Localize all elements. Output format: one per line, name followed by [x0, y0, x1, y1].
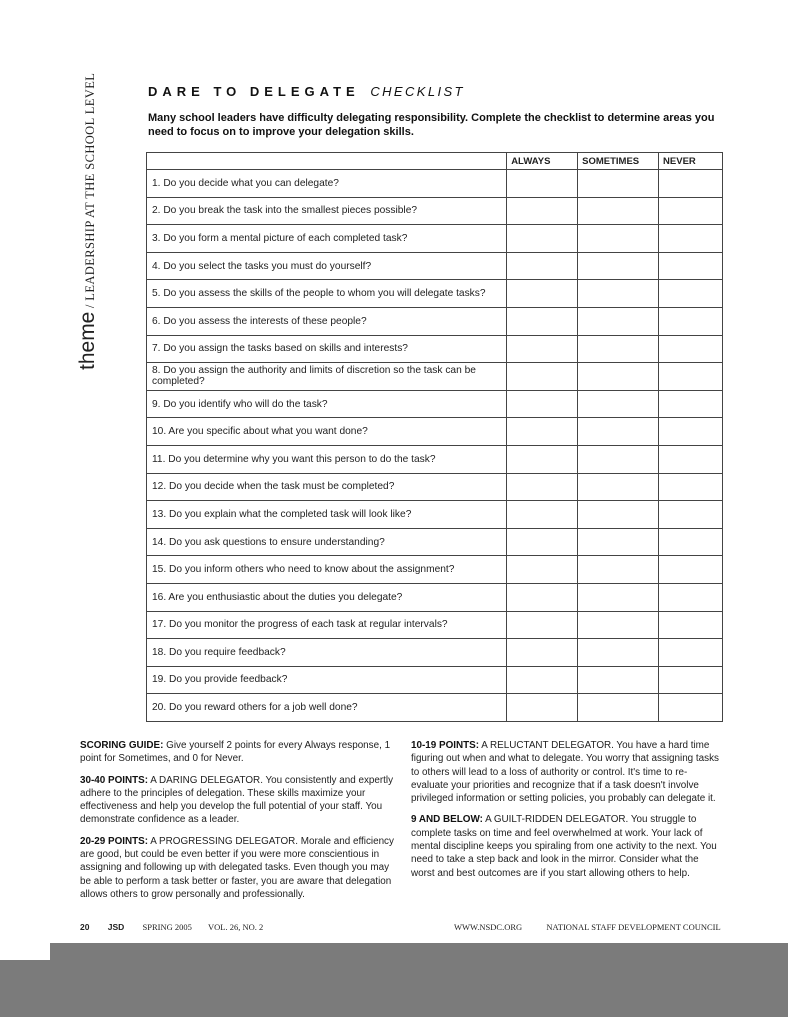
answer-cell-never[interactable] — [659, 280, 723, 308]
footer-volume: VOL. 26, NO. 2 — [207, 922, 264, 932]
answer-cell-sometimes[interactable] — [578, 583, 659, 611]
answer-cell-always[interactable] — [507, 252, 578, 280]
footer-page-number: 20 — [80, 922, 90, 932]
question-cell: 20. Do you reward others for a job well done? — [147, 694, 507, 722]
answer-cell-always[interactable] — [507, 170, 578, 198]
answer-cell-sometimes[interactable] — [578, 307, 659, 335]
answer-cell-never[interactable] — [659, 639, 723, 667]
header-always: ALWAYS — [507, 153, 578, 170]
answer-cell-sometimes[interactable] — [578, 390, 659, 418]
header-never: NEVER — [659, 153, 723, 170]
answer-cell-always[interactable] — [507, 694, 578, 722]
footer-right — [454, 922, 721, 932]
question-cell: 16. Are you enthusiastic about the duties you delegate? — [147, 583, 507, 611]
title-italic: CHECKLIST — [370, 84, 465, 99]
scoring-guide-text: Give yourself 2 points for every Always response, 1 point for Sometimes, and 0 for Never. — [80, 740, 391, 765]
answer-cell-never[interactable] — [659, 694, 723, 722]
table-row — [147, 473, 723, 501]
answer-cell-sometimes[interactable] — [578, 225, 659, 253]
footer-left — [80, 922, 263, 932]
table-row — [147, 556, 723, 584]
answer-cell-always[interactable] — [507, 528, 578, 556]
scoring-guide — [80, 739, 394, 766]
answer-cell-never[interactable] — [659, 307, 723, 335]
page-title — [148, 84, 465, 99]
question-cell: 6. Do you assess the interests of these people? — [147, 307, 507, 335]
side-theme-label: theme — [76, 311, 99, 370]
answer-cell-never[interactable] — [659, 390, 723, 418]
answer-cell-always[interactable] — [507, 556, 578, 584]
table-row — [147, 639, 723, 667]
title-bold: DARE TO DELEGATE — [148, 84, 360, 99]
intro-text: Many school leaders have difficulty delegating responsibility. Complete the checklist to determine areas you need to focus on to improve your delegation skills. — [148, 112, 715, 138]
answer-cell-never[interactable] — [659, 418, 723, 446]
answer-cell-sometimes[interactable] — [578, 501, 659, 529]
question-cell: 17. Do you monitor the progress of each task at regular intervals? — [147, 611, 507, 639]
answer-cell-sometimes[interactable] — [578, 280, 659, 308]
question-cell: 13. Do you explain what the completed task will look like? — [147, 501, 507, 529]
score-10-19 — [411, 739, 721, 805]
answer-cell-never[interactable] — [659, 611, 723, 639]
table-row — [147, 418, 723, 446]
answer-cell-always[interactable] — [507, 363, 578, 391]
question-cell: 2. Do you break the task into the smallest pieces possible? — [147, 197, 507, 225]
table-row — [147, 307, 723, 335]
score-20-29-heading: 20-29 POINTS: — [80, 835, 149, 847]
question-cell: 5. Do you assess the skills of the people to whom you will delegate tasks? — [147, 280, 507, 308]
answer-cell-always[interactable] — [507, 307, 578, 335]
answer-cell-always[interactable] — [507, 445, 578, 473]
answer-cell-sometimes[interactable] — [578, 363, 659, 391]
answer-cell-sometimes[interactable] — [578, 335, 659, 363]
side-section-label — [76, 73, 100, 370]
scoring-left-column — [80, 739, 394, 909]
answer-cell-always[interactable] — [507, 197, 578, 225]
footer-journal: JSD — [107, 922, 125, 932]
score-10-19-text: A RELUCTANT DELEGATOR. You have a hard time figuring out when and what to delegate. You worry that assigning tasks to others will lead to a loss of authority or control. It's time to re-evaluate your priorities and recognize that if a task doesn't involve privileged information or setting policies, you probably can delegate it. — [411, 740, 719, 805]
header-sometimes: SOMETIMES — [578, 153, 659, 170]
table-row — [147, 225, 723, 253]
answer-cell-never[interactable] — [659, 445, 723, 473]
answer-cell-never[interactable] — [659, 556, 723, 584]
table-row — [147, 252, 723, 280]
answer-cell-never[interactable] — [659, 528, 723, 556]
answer-cell-sometimes[interactable] — [578, 445, 659, 473]
table-row — [147, 197, 723, 225]
answer-cell-sometimes[interactable] — [578, 666, 659, 694]
answer-cell-sometimes[interactable] — [578, 170, 659, 198]
footer-issue-date: SPRING 2005 — [142, 922, 192, 932]
score-10-19-heading: 10-19 POINTS: — [411, 740, 480, 751]
answer-cell-never[interactable] — [659, 501, 723, 529]
answer-cell-sometimes[interactable] — [578, 473, 659, 501]
answer-cell-sometimes[interactable] — [578, 639, 659, 667]
answer-cell-sometimes[interactable] — [578, 252, 659, 280]
answer-cell-sometimes[interactable] — [578, 197, 659, 225]
side-subtitle: / LEADERSHIP AT THE SCHOOL LEVEL — [83, 72, 97, 312]
answer-cell-always[interactable] — [507, 335, 578, 363]
answer-cell-never[interactable] — [659, 473, 723, 501]
scan-corner — [0, 943, 50, 960]
footer-organization: NATIONAL STAFF DEVELOPMENT COUNCIL — [546, 922, 721, 932]
footer-website: WWW.NSDC.ORG — [454, 922, 523, 932]
answer-cell-never[interactable] — [659, 666, 723, 694]
answer-cell-sometimes[interactable] — [578, 556, 659, 584]
score-30-40-heading: 30-40 POINTS: — [80, 774, 149, 786]
question-cell: 18. Do you require feedback? — [147, 639, 507, 667]
table-row — [147, 390, 723, 418]
score-9-below — [411, 813, 721, 879]
answer-cell-never[interactable] — [659, 252, 723, 280]
answer-cell-always[interactable] — [507, 390, 578, 418]
score-30-40-text: A DARING DELEGATOR. You consistently and expertly adhere to the principles of delegation. These skills maximize your effectiveness and help you develop the full potential of your staff. You demonstrate confidence as a leader. — [80, 774, 394, 826]
question-cell: 12. Do you decide when the task must be completed? — [147, 473, 507, 501]
table-row — [147, 501, 723, 529]
score-30-40 — [80, 774, 394, 827]
question-cell: 8. Do you assign the authority and limits of discretion so the task can be completed? — [147, 363, 507, 391]
table-row — [147, 170, 723, 198]
table-row — [147, 335, 723, 363]
question-cell: 1. Do you decide what you can delegate? — [147, 170, 507, 198]
answer-cell-never[interactable] — [659, 170, 723, 198]
table-row — [147, 363, 723, 391]
question-cell: 15. Do you inform others who need to know about the assignment? — [147, 556, 507, 584]
answer-cell-always[interactable] — [507, 473, 578, 501]
table-row — [147, 445, 723, 473]
header-question-cell — [147, 153, 507, 170]
checklist-table — [146, 152, 723, 722]
checklist-body — [147, 170, 723, 722]
scan-margin — [0, 943, 788, 1017]
answer-cell-never[interactable] — [659, 197, 723, 225]
table-row — [147, 528, 723, 556]
score-20-29 — [80, 835, 394, 901]
answer-cell-never[interactable] — [659, 583, 723, 611]
answer-cell-always[interactable] — [507, 418, 578, 446]
answer-cell-never[interactable] — [659, 363, 723, 391]
score-9-below-text: A GUILT-RIDDEN DELEGATOR. You struggle to complete tasks on time and feel overwhelmed at work. Your lack of mental discipline keeps you spiraling from one activity to the next. You need to take a step back and look in the mirror. Consider what the worst and best outcomes are if you start allowing others to help. — [411, 814, 717, 879]
answer-cell-sometimes[interactable] — [578, 611, 659, 639]
question-cell: 10. Are you specific about what you want done? — [147, 418, 507, 446]
question-cell: 9. Do you identify who will do the task? — [147, 390, 507, 418]
answer-cell-always[interactable] — [507, 583, 578, 611]
table-row — [147, 666, 723, 694]
score-9-below-heading: 9 AND BELOW: — [411, 814, 483, 826]
answer-cell-always[interactable] — [507, 501, 578, 529]
answer-cell-sometimes[interactable] — [578, 418, 659, 446]
answer-cell-sometimes[interactable] — [578, 528, 659, 556]
table-row — [147, 280, 723, 308]
question-cell: 19. Do you provide feedback? — [147, 666, 507, 694]
question-cell: 11. Do you determine why you want this person to do the task? — [147, 445, 507, 473]
question-cell: 14. Do you ask questions to ensure understanding? — [147, 528, 507, 556]
table-row — [147, 694, 723, 722]
scoring-guide-heading: SCORING GUIDE: — [80, 740, 164, 751]
answer-cell-never[interactable] — [659, 225, 723, 253]
question-cell: 3. Do you form a mental picture of each completed task? — [147, 225, 507, 253]
table-row — [147, 583, 723, 611]
answer-cell-never[interactable] — [659, 335, 723, 363]
answer-cell-sometimes[interactable] — [578, 694, 659, 722]
table-row — [147, 611, 723, 639]
question-cell: 4. Do you select the tasks you must do yourself? — [147, 252, 507, 280]
scoring-right-column — [411, 739, 721, 888]
score-20-29-text: A PROGRESSING DELEGATOR. Morale and efficiency are good, but could be even better if you were more conscientious in assigning and following up with delegated tasks. Even though you may be able to perform a task better or faster, you are aware that delegation allows others to grow personally and professionally. — [80, 835, 394, 900]
answer-cell-always[interactable] — [507, 225, 578, 253]
answer-cell-always[interactable] — [507, 639, 578, 667]
answer-cell-always[interactable] — [507, 666, 578, 694]
answer-cell-always[interactable] — [507, 611, 578, 639]
table-header-row — [147, 153, 723, 170]
question-cell: 7. Do you assign the tasks based on skills and interests? — [147, 335, 507, 363]
answer-cell-always[interactable] — [507, 280, 578, 308]
